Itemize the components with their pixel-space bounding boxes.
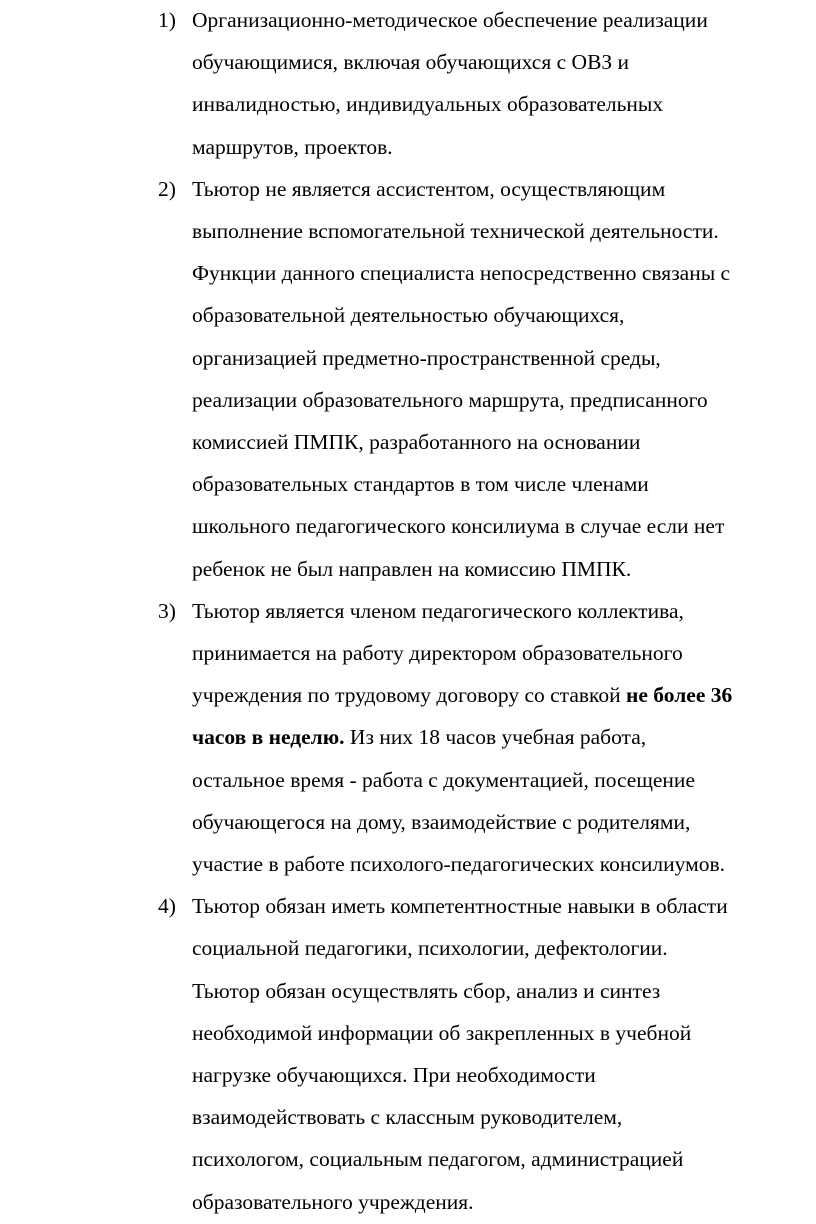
text-line: образовательного учреждения.	[192, 1189, 474, 1214]
list-item	[150, 590, 816, 885]
text-line: выполнение вспомогательной технической деятельности.	[192, 219, 719, 244]
list-item-number: 4)	[158, 894, 176, 919]
list-item-number: 3)	[158, 598, 176, 623]
text-line: образовательных стандартов в том числе членами	[192, 472, 649, 497]
list-item	[150, 885, 816, 1223]
bold-emphasis: не более 36	[626, 683, 733, 708]
text-line: принимается на работу директором образовательного	[192, 641, 683, 666]
text-run: учреждения по трудовому договору со ставкой	[192, 683, 626, 708]
list-item-number: 2)	[158, 176, 176, 201]
text-line: Тьютор обязан иметь компетентностные навыки в области	[192, 894, 728, 919]
text-line: инвалидностью, индивидуальных образовательных	[192, 92, 664, 117]
text-line: психологом, социальным педагогом, администрацией	[192, 1147, 684, 1172]
text-line	[192, 716, 816, 758]
text-run: Из них 18 часов учебная работа,	[344, 725, 647, 750]
text-line: маршрутов, проектов.	[192, 134, 393, 159]
list-item-number: 1)	[158, 8, 176, 32]
text-line: организацией предметно-пространственной среды,	[192, 345, 661, 370]
text-line: комиссией ПМПК, разработанного на основании	[192, 430, 641, 455]
text-line: обучающегося на дому, взаимодействие с родителями,	[192, 809, 691, 834]
text-line: Организационно-методическое обеспечение реализации	[192, 8, 708, 32]
text-line: школьного педагогического консилиума в случае если нет	[192, 514, 725, 539]
text-line: взаимодействовать с классным руководителем,	[192, 1105, 623, 1130]
numbered-list	[150, 0, 816, 1223]
text-line: ребенок не был направлен на комиссию ПМПК.	[192, 556, 632, 581]
text-line: необходимой информации об закрепленных в учебной	[192, 1020, 692, 1045]
text-line: Функции данного специалиста непосредственно связаны с	[192, 261, 731, 286]
bold-emphasis: часов в неделю.	[192, 725, 345, 750]
text-line: Тьютор не является ассистентом, осуществляющим	[192, 176, 666, 201]
text-line: обучающимися, включая обучающихся с ОВЗ и	[192, 50, 630, 75]
text-line: образовательной деятельностью обучающихся,	[192, 303, 625, 328]
text-line: реализации образовательного маршрута, предписанного	[192, 387, 708, 412]
list-item	[150, 0, 816, 168]
text-line: остальное время - работа с документацией, посещение	[192, 767, 695, 792]
text-line: Тьютор является членом педагогического коллектива,	[192, 598, 684, 623]
list-item	[150, 168, 816, 590]
text-line	[192, 674, 816, 716]
text-line: участие в работе психолого-педагогических консилиумов.	[192, 852, 725, 877]
text-line: нагрузке обучающихся. При необходимости	[192, 1063, 596, 1088]
text-line: социальной педагогики, психологии, дефектологии.	[192, 936, 668, 961]
text-line: Тьютор обязан осуществлять сбор, анализ и синтез	[192, 978, 661, 1003]
